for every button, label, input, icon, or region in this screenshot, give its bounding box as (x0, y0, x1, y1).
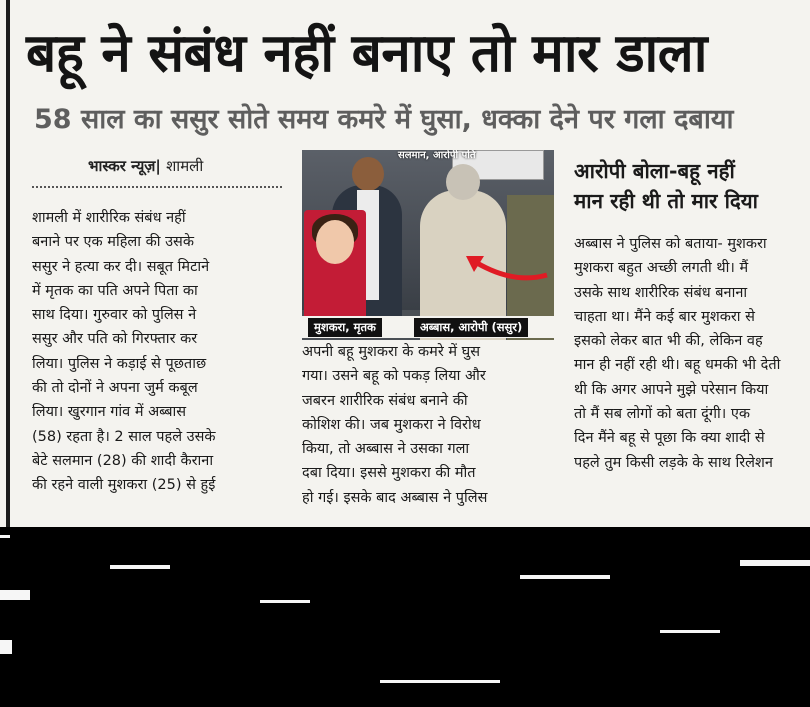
speck (520, 575, 610, 579)
photo-inset-victim (304, 210, 366, 320)
text-line: मान ही नहीं रही थी। बहू धमकी भी देती (574, 357, 781, 374)
red-arrow-icon (452, 240, 552, 290)
side-heading-line: मान रही थी तो मार दिया (574, 189, 758, 213)
text-line: लिया। पुलिस ने कड़ाई से पूछताछ (32, 355, 207, 372)
text-line: चाहता था। मैंने कई बार मुशकरा से (574, 308, 755, 325)
text-line: थी कि अगर आपने मुझे परेसान किया (574, 381, 769, 398)
text-line: जबरन शारीरिक संबंध बनाने की (302, 392, 468, 409)
text-line: बनाने पर एक महिला की उसके (32, 234, 194, 251)
text-line: ससुर और पति को गिरफ्तार कर (32, 331, 198, 348)
text-line: ससुर ने हत्या कर दी। सबूत मिटाने (32, 258, 210, 275)
text-line: गया। उसने बहू को पकड़ लिया और (302, 368, 486, 385)
text-line: दबा दिया। इससे मुशकरा की मौत (302, 465, 476, 482)
text-line: शामली में शारीरिक संबंध नहीं (32, 210, 186, 226)
text-line: की रहने वाली मुशकरा (25) से हुई (32, 477, 216, 494)
speck (0, 535, 10, 538)
text-line: में मृतक का पति अपने पिता का (32, 282, 198, 299)
text-line: बेटे सलमान (28) की शादी कैराना (32, 452, 214, 469)
text-line: अपनी बहू मुशकरा के कमरे में घुस (302, 344, 481, 360)
text-line: साथ दिया। गुरुवार को पुलिस ने (32, 307, 197, 324)
text-line: तो मैं सब लोगों को बता दूंगी। एक (574, 406, 751, 423)
article-column-1 (32, 206, 284, 498)
text-line: (58) रहता है। 2 साल पहले उसके (32, 428, 216, 445)
text-line: अब्बास ने पुलिस को बताया- मुशकरा (574, 236, 767, 252)
byline: भास्कर न्यूज़| शामली (88, 157, 204, 175)
byline-divider (32, 186, 282, 188)
column-rule (6, 0, 10, 527)
speck (660, 630, 720, 633)
speck (0, 640, 12, 654)
subheadline: 58 साल का ससुर सोते समय कमरे में घुसा, धक्का देने पर गला दबाया (34, 104, 734, 135)
text-line: कोशिश की। जब मुशकरा ने विरोध (302, 416, 481, 433)
photo-label-top: सलमान, आरोपी पति (398, 150, 476, 161)
caption-accused: अब्बास, आरोपी (ससुर) (414, 318, 528, 337)
article-column-3 (574, 232, 810, 475)
speck (380, 680, 500, 683)
byline-place: शामली (166, 157, 204, 175)
text-line: मुशकरा बहुत अच्छी लगती थी। मैं (574, 260, 749, 277)
speck (110, 565, 170, 569)
speck (0, 590, 30, 600)
text-line: दिन मैंने बहू से पूछा कि क्या शादी से (574, 430, 765, 447)
text-line: हो गई। इसके बाद अब्बास ने पुलिस (302, 489, 488, 506)
text-line: किया, तो अब्बास ने उसका गला (302, 441, 470, 458)
photo-caption (302, 316, 554, 338)
text-line: इसको लेकर बात भी की, लेकिन वह (574, 333, 763, 350)
side-heading (574, 156, 758, 216)
byline-source: भास्कर न्यूज़ (88, 157, 156, 175)
speck (260, 600, 310, 603)
text-line: उसके साथ शारीरिक संबंध बनाना (574, 284, 748, 301)
news-photo (302, 150, 554, 340)
text-line: की तो दोनों ने अपना जुर्म कबूल (32, 380, 198, 397)
side-heading-line: आरोपी बोला-बहू नहीं (574, 159, 735, 183)
speck (740, 560, 810, 566)
text-line: पहले तुम किसी लड़के के साथ रिलेशन (574, 454, 773, 471)
headline: बहू ने संबंध नहीं बनाए तो मार डाला (26, 23, 707, 84)
caption-victim: मुशकरा, मृतक (308, 318, 382, 337)
text-line: लिया। खुरगान गांव में अब्बास (32, 404, 187, 421)
article-column-2 (302, 340, 554, 510)
